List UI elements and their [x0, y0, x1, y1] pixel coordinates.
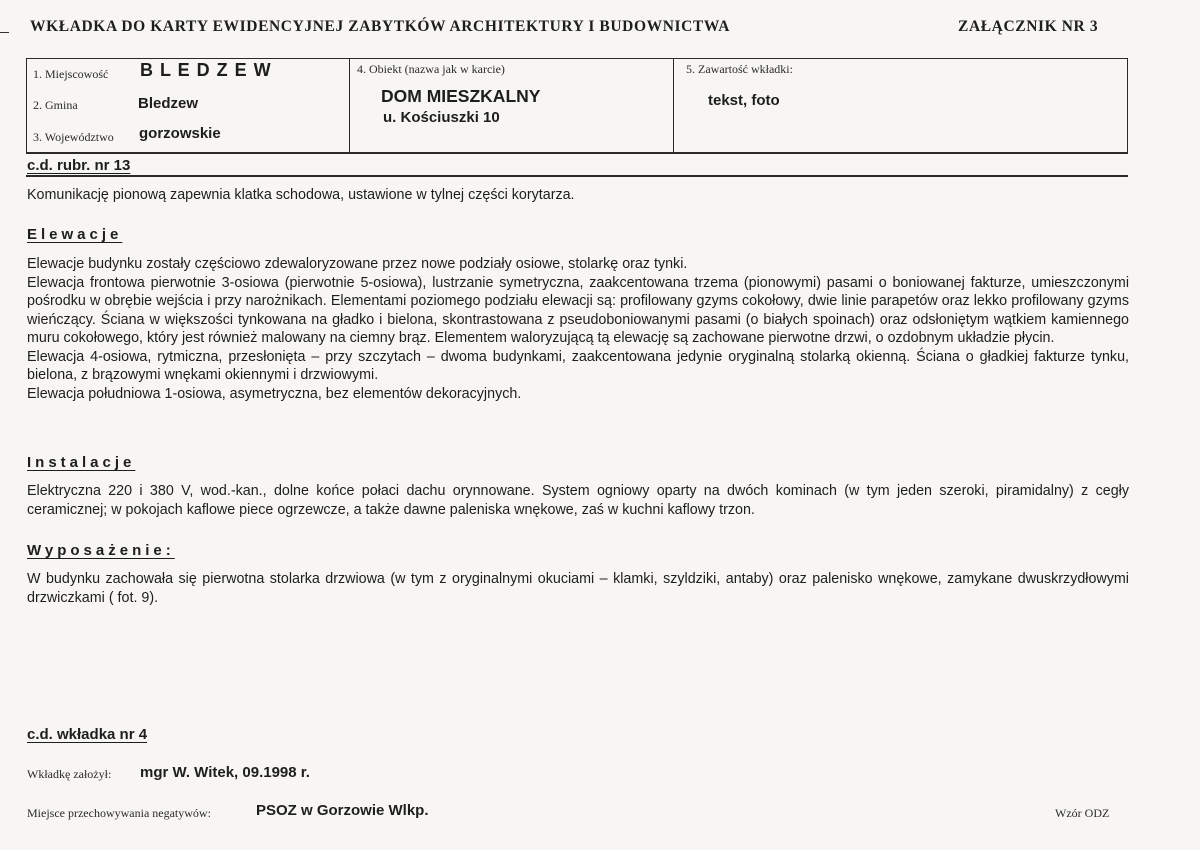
margin-tick [0, 32, 9, 33]
zawartosc-label: 5. Zawartość wkładki: [686, 62, 793, 76]
section-body-instalacje [27, 482, 1129, 519]
intro-paragraph: Komunikację pionową zapewnia klatka schodowa, ustawione w tylnej części korytarza. [27, 187, 575, 203]
paragraph: W budynku zachowała się pierwotna stolarka drzwiowa (w tym z oryginalnymi okuciami – klamki, szyldziki, antaby) oraz palenisko wnękowe, zamykane dwuskrzydłowymi drzwiczkami ( fot. 9). [27, 571, 1129, 606]
obiekt-label: 4. Obiekt (nazwa jak w karcie) [357, 62, 505, 76]
wojewodztwo-value: gorzowskie [139, 125, 221, 142]
obiekt-address: u. Kościuszki 10 [383, 109, 500, 126]
miejscowosc-value: B L E D Z E W [140, 60, 272, 80]
section-heading-elewacje: Elewacje [27, 226, 123, 243]
section-heading-instalacje: Instalacje [27, 454, 136, 471]
paragraph: Elewacja frontowa pierwotnie 3-osiowa (pierwotnie 5-osiowa), lustrzanie symetryczna, zaakcentowana trzema (pionowymi) pasami o boniowanej fakturze, umieszczonymi pośrodku w obrębie wejścia i przy narożnikach. Elementami poziomego podziału elewacji są: profilowany gzyms cokołowy, dwie linie parapetów oraz lekko profilowany gzyms wieńczący. Ściana w większości tynkowana na gładko i bielona, skontrastowana z pseudoboniowanymi pasami (o białych spoinach) oraz odsłoniętym wątkiem kamiennego muru cokołowego, który jest również malowany na ciemny brąz. Elementem waloryzującą tą elewację są zachowane pierwotne drzwi, o ozdobnym układzie płycin. [27, 274, 1129, 346]
attachment-number: ZAŁĄCZNIK NR 3 [958, 18, 1099, 35]
form-code: Wzór ODZ [1055, 806, 1110, 820]
continuation-rule [26, 175, 1128, 177]
paragraph: Elewacje budynku zostały częściowo zdewaloryzowane przez nowe podziały osiowe, stolarkę oraz tynki. [27, 256, 688, 272]
section-body-wyposazenie [27, 570, 1129, 607]
gmina-value: Bledzew [138, 95, 199, 112]
paragraph: Elewacja południowa 1-osiowa, asymetryczna, bez elementów dekoracyjnych. [27, 385, 522, 402]
field-box-divider-2 [673, 58, 674, 154]
section-body-elewacje [27, 255, 1129, 403]
continuation-heading: c.d. rubr. nr 13 [27, 157, 131, 174]
zawartosc-value: tekst, foto [708, 92, 780, 109]
paragraph: Elektryczna 220 i 380 V, wod.-kan., dolne końce połaci dachu orynnowane. System ogniowy oparty na dwóch kominach (w tym jeden szeroki, piramidalny) z cegły ceramicznej; w pokojach kaflowe piece ogrzewcze, a także dawne paleniska wnękowe, zaś w kuchni kaflowy trzon. [27, 483, 1129, 518]
miejscowosc-label: 1. Miejscowość [33, 67, 109, 81]
field-box-divider-1 [349, 58, 350, 154]
form-title: WKŁADKA DO KARTY EWIDENCYJNEJ ZABYTKÓW ARCHITEKTURY I BUDOWNICTWA [30, 18, 731, 35]
paragraph: Elewacja 4-osiowa, rytmiczna, przesłonięta – przy szczytach – dwoma budynkami, zaakcentowana jedynie oryginalną stolarką okienną. Ściana o gładkiej fakturze tynku, bielona, z brązowymi wnękami okiennymi i drzwiowymi. [27, 348, 1129, 383]
obiekt-name: DOM MIESZKALNY [381, 86, 541, 106]
author-label: Wkładkę założył: [27, 767, 112, 781]
wojewodztwo-label: 3. Województwo [33, 130, 114, 144]
section-heading-wyposazenie: Wyposażenie: [27, 542, 175, 559]
gmina-label: 2. Gmina [33, 98, 78, 112]
negatives-label: Miejsce przechowywania negatywów: [27, 806, 211, 820]
author-value: mgr W. Witek, 09.1998 r. [140, 764, 310, 781]
next-insert-continuation: c.d. wkładka nr 4 [27, 726, 148, 743]
negatives-value: PSOZ w Gorzowie Wlkp. [256, 802, 429, 819]
